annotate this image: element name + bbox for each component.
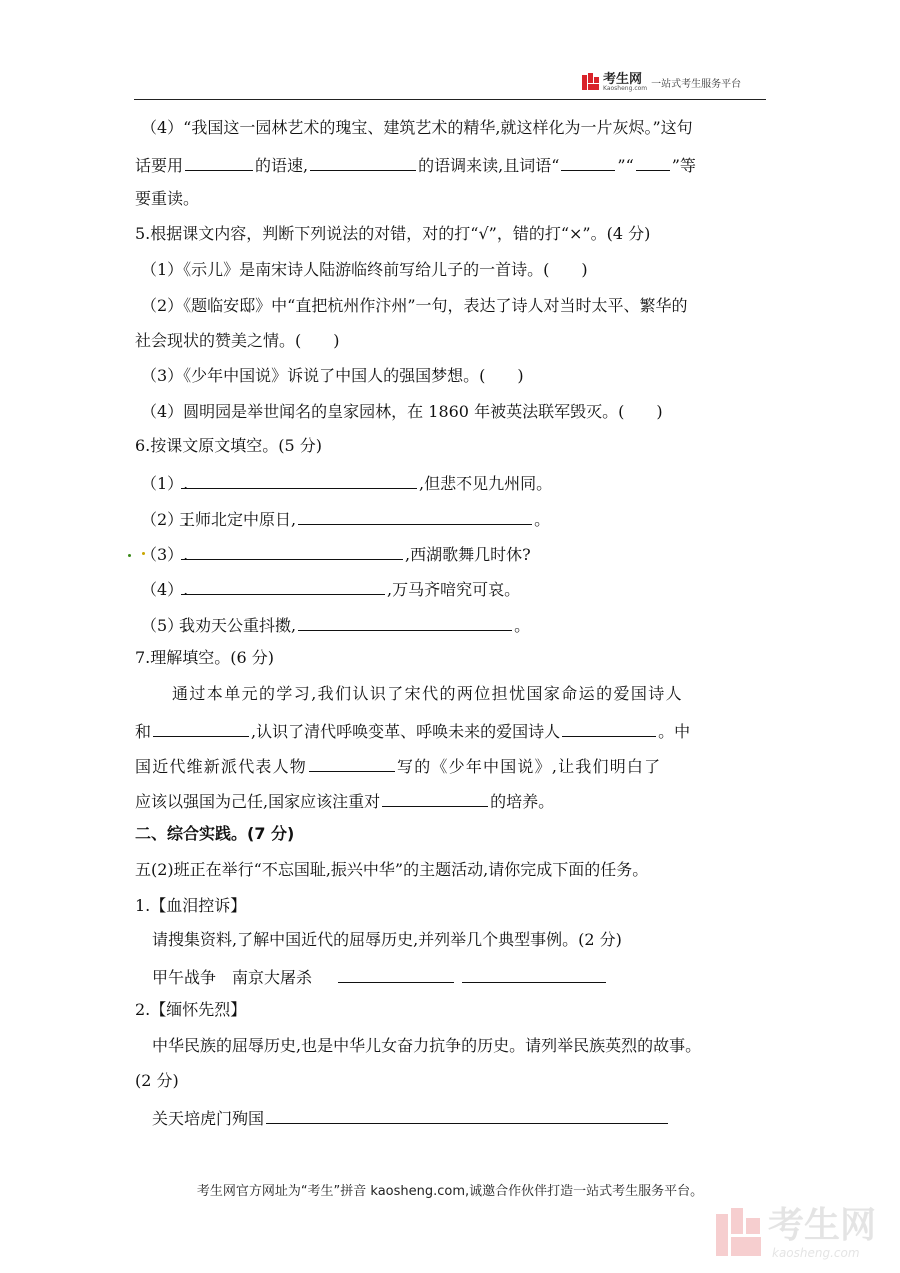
q6-item-5-end: 。 [514, 616, 531, 635]
task2-description: 中华民族的屈辱历史,也是中华儿女奋力抗争的历史。请列举民族英烈的故事。 [152, 1036, 702, 1055]
q5-item-2a: （2）《题临安邸》中“直把杭州作汴州”一句，表达了诗人对当时太平、繁华的 [141, 296, 688, 315]
header-divider [134, 99, 766, 100]
task1-description: 请搜集资料,了解中国近代的屈辱历史,并列举几个典型事例。(2 分) [152, 930, 622, 949]
footer-note: 考生网官方网址为“考生”拼音 kaosheng.com,诚邀合作伙伴打造一站式考生服务平台。 [196, 1184, 704, 1199]
task2-score: (2 分) [135, 1071, 179, 1090]
blank-cultivation[interactable] [382, 788, 488, 807]
q4-4-text-a: 话要用 [135, 156, 184, 175]
q4-4-text-b: 的语速, [255, 156, 309, 175]
q6-item-1 [141, 470, 552, 494]
q6-item-1-text: ,但悲不见九州同。 [419, 474, 553, 493]
q6-item-3 [141, 541, 531, 565]
q6-item-4-text: ,万马齐喑究可哀。 [387, 580, 521, 599]
q6-item-5-number: （5）. [141, 616, 189, 635]
q7-line2-text-a: 和 [135, 722, 152, 741]
blank-qing-poet[interactable] [562, 718, 656, 737]
q7-line3-text-b: 写的《少年中国说》,让我们明白了 [397, 757, 662, 776]
blank-task2[interactable] [266, 1105, 668, 1124]
q6-item-2-text: 王师北定中原日, [179, 510, 297, 529]
q5-item-4: （4）圆明园是举世闻名的皇家园林，在 1860 年被英法联军毁灭。( ) [141, 402, 663, 421]
blank-reformer[interactable] [309, 753, 395, 772]
q6-item-3-text: ,西湖歌舞几时休? [405, 545, 531, 564]
logo-domain: Kaosheng.com [603, 84, 648, 92]
q7-title: 7.理解填空。(6 分) [135, 648, 275, 667]
watermark [716, 1206, 886, 1262]
task1-title: 1.【血泪控诉】 [135, 896, 247, 915]
q6-item-5 [141, 612, 530, 636]
q5-item-3: （3）《少年中国说》诉说了中国人的强国梦想。( ) [141, 366, 524, 385]
task2-example-text: 关天培虎门殉国 [152, 1109, 265, 1128]
q6-item-1-number: （1）. [141, 474, 189, 493]
q7-line3-text-a: 国近代维新派代表人物 [135, 757, 308, 776]
blank-tone[interactable] [310, 152, 416, 171]
q6-item-3-number: （3）. [141, 545, 189, 564]
q6-item-4-number: （4）. [141, 580, 189, 599]
q6-item-2-end: 。 [534, 510, 551, 529]
task2-title: 2.【缅怀先烈】 [135, 1000, 247, 1019]
q6-title: 6.按课文原文填空。(5 分) [135, 436, 323, 455]
q6-item-5-text: 我劝天公重抖擞, [179, 616, 297, 635]
blank-speed[interactable] [185, 152, 253, 171]
q6-item-4 [141, 576, 520, 600]
q7-line3 [135, 753, 661, 777]
q6-item-2 [141, 506, 550, 530]
q4-4-text-e: ”等 [671, 156, 696, 175]
q4-4-text-d: ”“ [617, 156, 634, 175]
blank-word-2[interactable] [636, 152, 670, 171]
header-logo [582, 70, 762, 94]
q7-line2 [135, 718, 690, 742]
kaosheng-logo-icon [582, 73, 600, 91]
task1-example-2: 南京大屠杀 [232, 968, 313, 987]
blank-q6-3[interactable] [181, 541, 403, 560]
section2-intro: 五(2)班正在举行“不忘国耻,振兴中华”的主题活动,请你完成下面的任务。 [135, 860, 649, 879]
q5-item-2b: 社会现状的赞美之情。( ) [135, 331, 340, 350]
q7-line2-text-c: 。中 [658, 722, 691, 741]
q6-item-2-number: （2）. [141, 510, 189, 529]
q4-4-text-c: 的语调来读,且词语“ [418, 156, 560, 175]
watermark-logo-icon [716, 1208, 762, 1256]
blank-q6-4[interactable] [181, 576, 385, 595]
watermark-domain: kaosheng.com [772, 1246, 860, 1260]
header-slogan: 一站式考生服务平台 [651, 78, 742, 90]
blank-poet[interactable] [153, 718, 249, 737]
blank-q6-2[interactable] [298, 506, 532, 525]
q7-line4-text-b: 的培养。 [490, 792, 555, 811]
watermark-name: 考生网 [768, 1205, 877, 1246]
task1-examples [152, 964, 608, 988]
q7-line1: 通过本单元的学习,我们认识了宋代的两位担忧国家命运的爱国诗人 [172, 684, 684, 703]
q7-line2-text-b: ,认识了清代呼唤变革、呼唤未来的爱国诗人 [251, 722, 561, 741]
q4-4-line3: 要重读。 [135, 189, 200, 208]
q4-4-line1: （4）“我国这一园林艺术的瑰宝、建筑艺术的精华,就这样化为一片灰烬。”这句 [141, 118, 693, 137]
task1-example-1: 甲午战争 [152, 968, 217, 987]
section2-heading: 二、综合实践。(7 分) [135, 824, 295, 843]
blank-q6-1[interactable] [181, 470, 417, 489]
q5-item-1: （1）《示儿》是南宋诗人陆游临终前写给儿子的一首诗。( ) [141, 260, 588, 279]
task2-example [152, 1105, 670, 1129]
blank-task1-1[interactable] [338, 964, 454, 983]
q5-title: 5.根据课文内容，判断下列说法的对错，对的打“√”，错的打“×”。(4 分) [135, 224, 651, 243]
blank-task1-2[interactable] [462, 964, 606, 983]
logo-name: 考生网 [603, 71, 643, 87]
q4-4-line2 [135, 152, 696, 176]
q7-line4 [135, 788, 554, 812]
q7-line4-text-a: 应该以强国为己任,国家应该注重对 [135, 792, 381, 811]
blank-q6-5[interactable] [298, 612, 512, 631]
blank-word-1[interactable] [561, 152, 615, 171]
